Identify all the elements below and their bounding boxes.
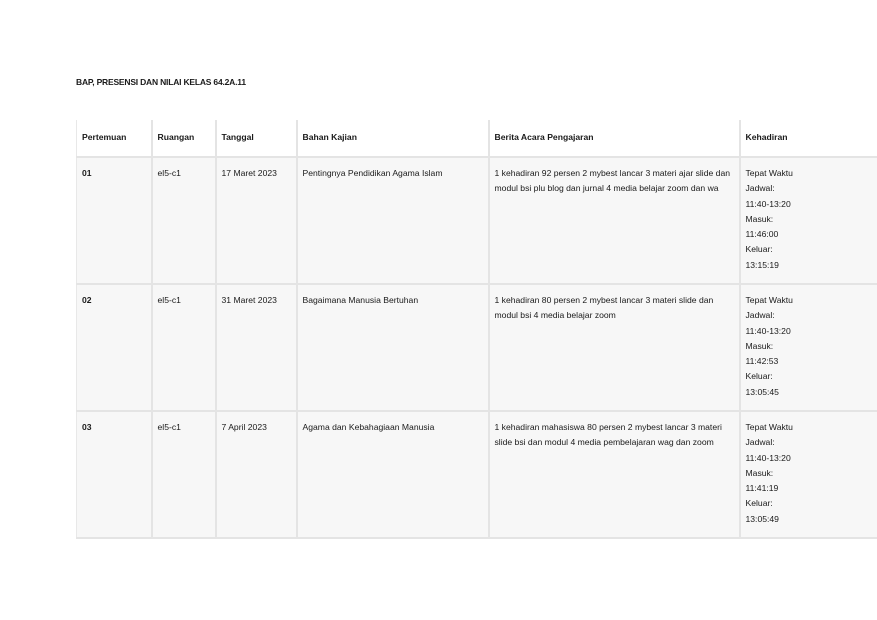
- cell-pertemuan: 02: [77, 284, 152, 411]
- attendance-table: [76, 120, 877, 539]
- check-in-time: 11:42:53: [745, 356, 779, 367]
- header-bahan-kajian: Bahan Kajian: [297, 120, 489, 157]
- table-row: [77, 411, 877, 538]
- check-out-time: 13:05:49: [745, 513, 779, 524]
- cell-ruangan: el5-c1: [152, 411, 216, 538]
- table-row: [77, 157, 877, 284]
- schedule-time: 11:40-13:20: [745, 198, 791, 209]
- cell-bahan-kajian: Agama dan Kebahagiaan Manusia: [297, 411, 489, 538]
- cell-bahan-kajian: Bagaimana Manusia Bertuhan: [297, 284, 489, 411]
- cell-tanggal: 7 April 2023: [216, 411, 297, 538]
- cell-tanggal: 17 Maret 2023: [216, 157, 297, 284]
- check-in-label: Masuk:: [745, 213, 774, 224]
- header-berita-acara: Berita Acara Pengajaran: [489, 120, 740, 157]
- cell-berita-acara: 1 kehadiran 92 persen 2 mybest lancar 3 materi ajar slide dan modul bsi plu blog dan jurnal 4 media belajar zoom dan wa: [489, 157, 740, 284]
- check-out-time: 13:15:19: [745, 259, 779, 270]
- table-row: [77, 284, 877, 411]
- check-in-label: Masuk:: [745, 467, 774, 478]
- check-out-time: 13:05:45: [745, 386, 779, 397]
- check-in-label: Masuk:: [745, 340, 774, 351]
- schedule-label: Jadwal:: [745, 183, 775, 194]
- cell-berita-acara: 1 kehadiran mahasiswa 80 persen 2 mybest lancar 3 materi slide bsi dan modul 4 media pembelajaran wag dan zoom: [489, 411, 740, 538]
- header-kehadiran: Kehadiran: [740, 120, 877, 157]
- document-title: BAP, PRESENSI DAN NILAI KELAS 64.2A.11: [76, 77, 246, 87]
- schedule-label: Jadwal:: [745, 437, 775, 448]
- cell-berita-acara: 1 kehadiran 80 persen 2 mybest lancar 3 materi slide dan modul bsi 4 media belajar zoom: [489, 284, 740, 411]
- header-pertemuan: Pertemuan: [77, 120, 152, 157]
- header-ruangan: Ruangan: [152, 120, 216, 157]
- attendance-status: Tepat Waktu: [745, 422, 793, 432]
- attendance-status: Tepat Waktu: [745, 168, 793, 178]
- cell-ruangan: el5-c1: [152, 157, 216, 284]
- check-out-label: Keluar:: [745, 371, 773, 382]
- cell-pertemuan: 03: [77, 411, 152, 538]
- cell-pertemuan: 01: [77, 157, 152, 284]
- cell-kehadiran: [740, 284, 877, 411]
- table-header-row: [77, 120, 877, 157]
- schedule-time: 11:40-13:20: [745, 452, 791, 463]
- header-tanggal: Tanggal: [216, 120, 297, 157]
- schedule-label: Jadwal:: [745, 310, 775, 321]
- cell-ruangan: el5-c1: [152, 284, 216, 411]
- schedule-time: 11:40-13:20: [745, 325, 791, 336]
- cell-tanggal: 31 Maret 2023: [216, 284, 297, 411]
- attendance-status: Tepat Waktu: [745, 295, 793, 305]
- check-out-label: Keluar:: [745, 498, 773, 509]
- check-in-time: 11:46:00: [745, 229, 779, 240]
- cell-kehadiran: [740, 157, 877, 284]
- cell-kehadiran: [740, 411, 877, 538]
- check-in-time: 11:41:19: [745, 483, 779, 494]
- check-out-label: Keluar:: [745, 244, 773, 255]
- cell-bahan-kajian: Pentingnya Pendidikan Agama Islam: [297, 157, 489, 284]
